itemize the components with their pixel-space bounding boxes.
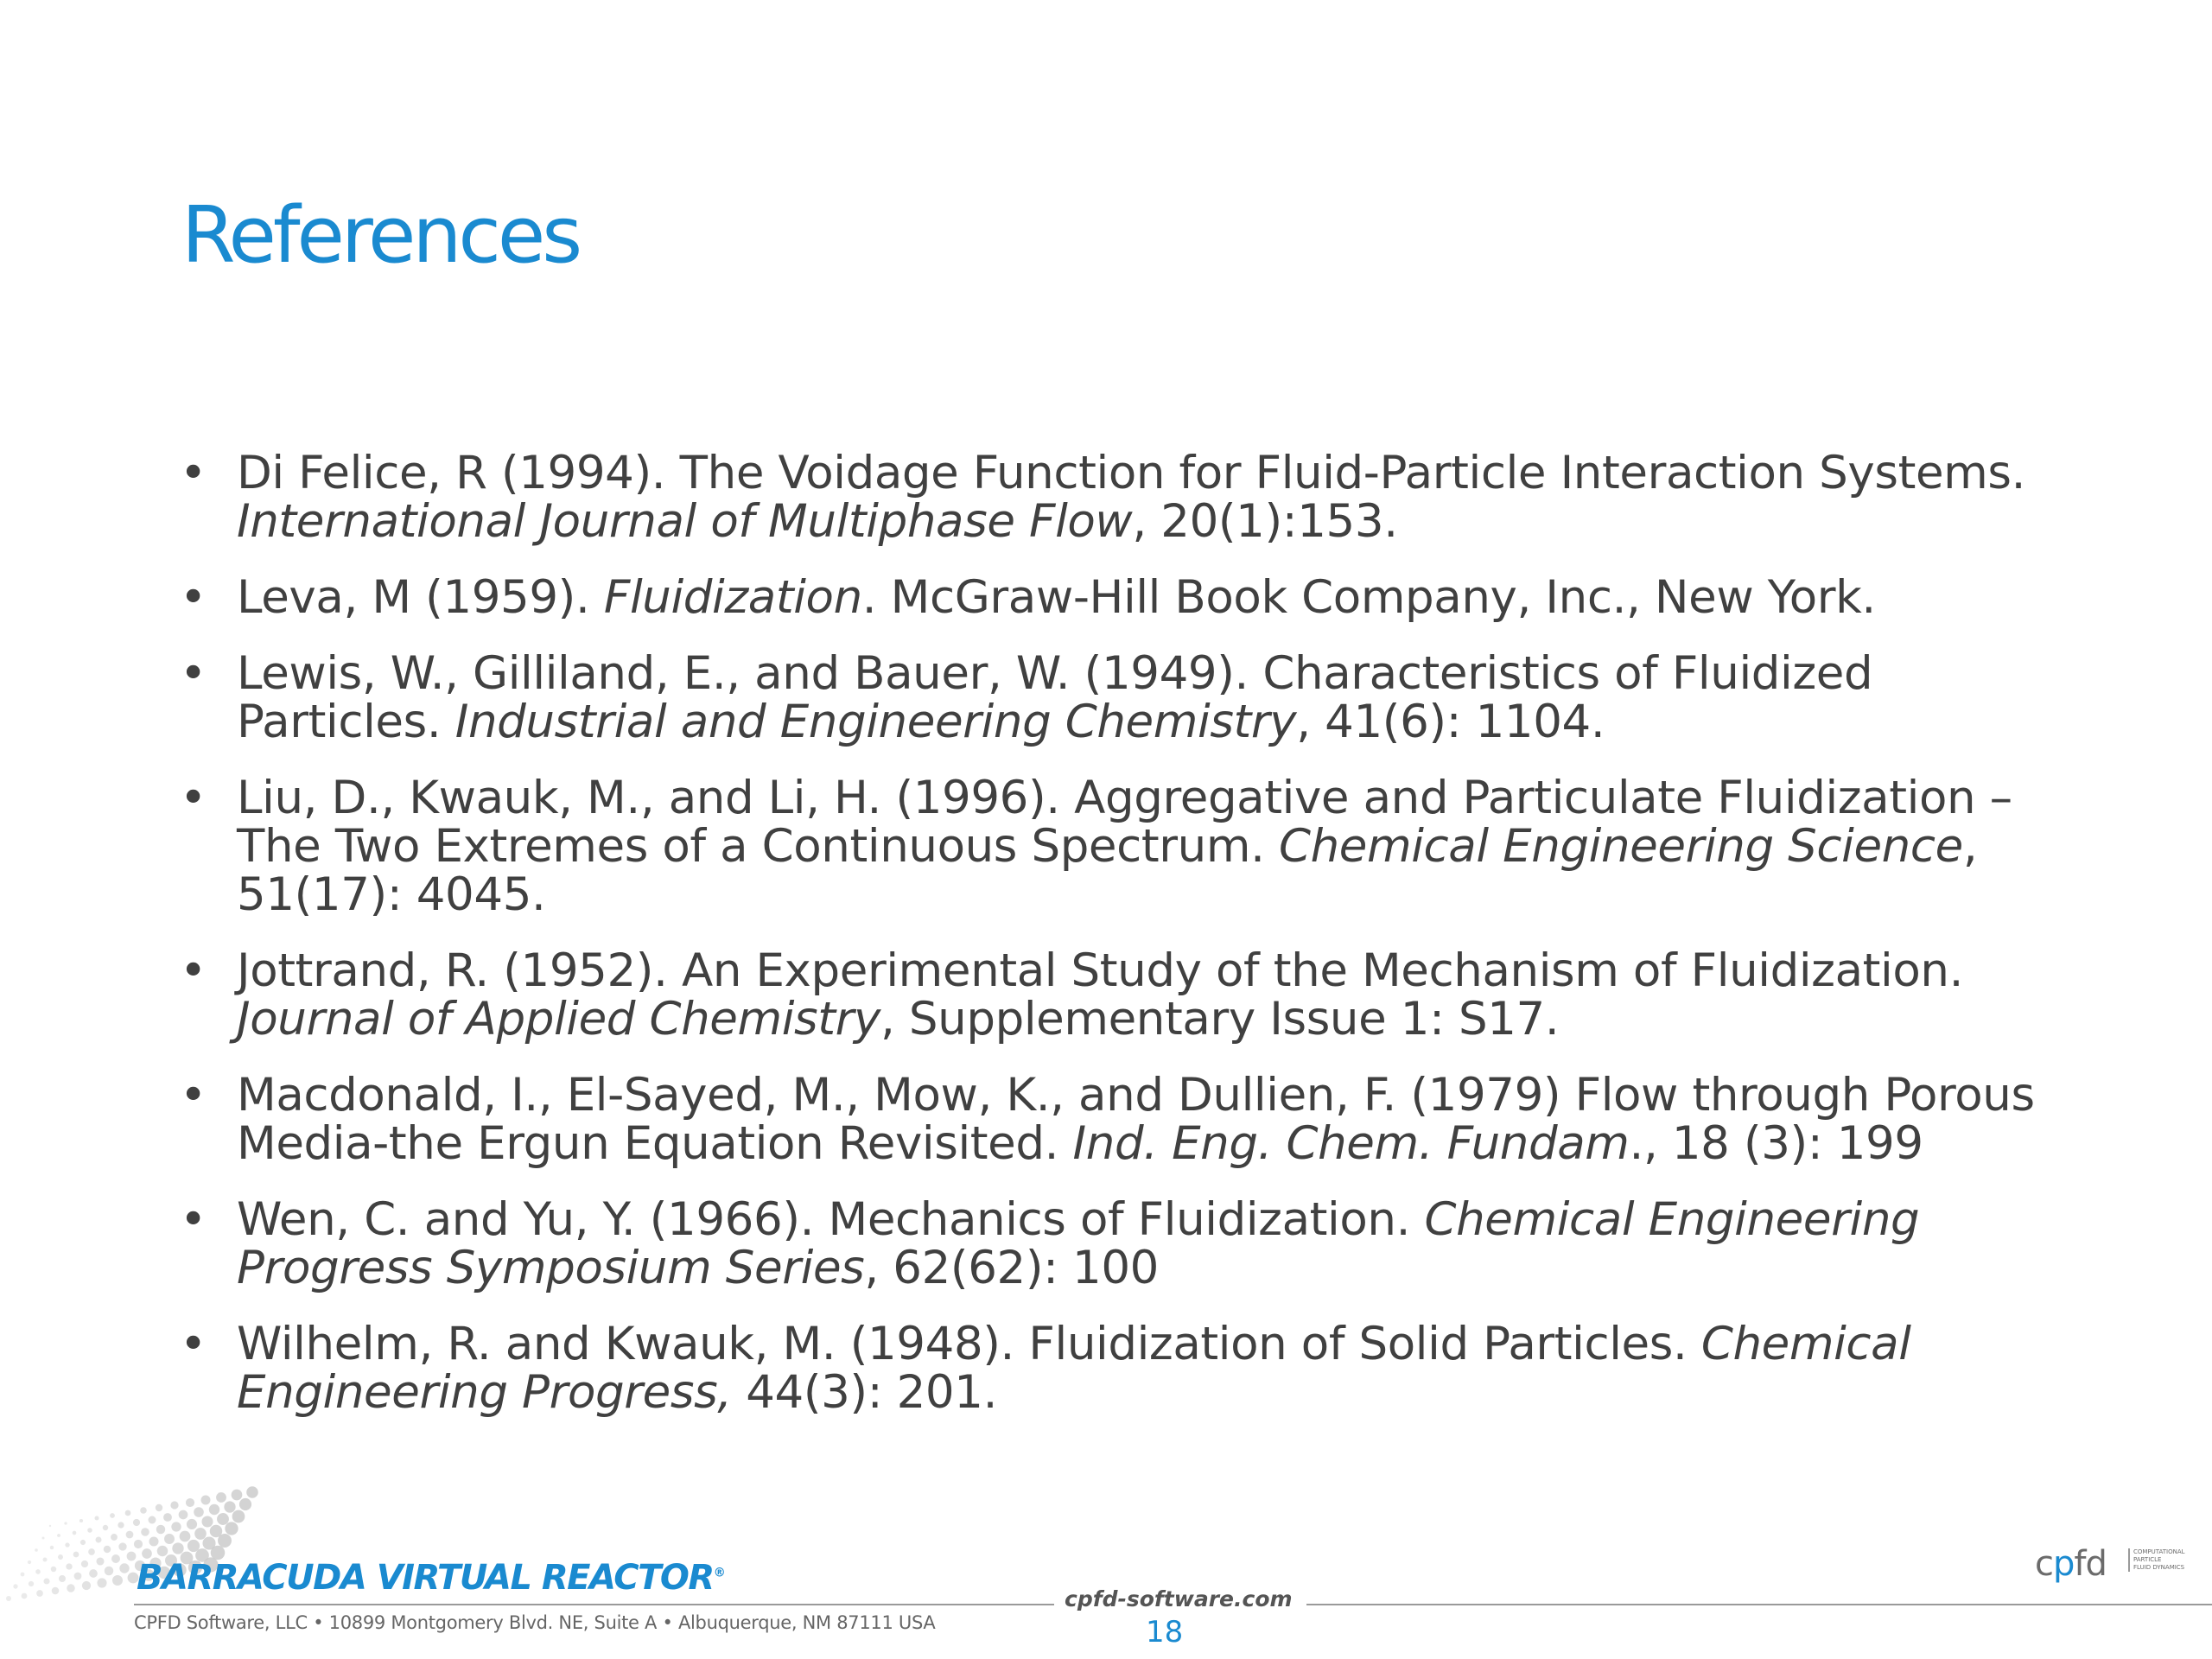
- swoosh-dot: [179, 1510, 188, 1520]
- swoosh-dot: [134, 1540, 143, 1548]
- swoosh-dot: [13, 1584, 17, 1588]
- swoosh-dot: [105, 1567, 114, 1576]
- swoosh-dot: [202, 1536, 215, 1549]
- logo-letter-p: p: [2053, 1544, 2075, 1584]
- tagline-line-1: COMPUTATIONAL: [2133, 1548, 2185, 1555]
- swoosh-dot: [224, 1501, 235, 1512]
- reference-text: Leva, M (1959).: [237, 571, 604, 624]
- tagline-line-2: PARTICLE: [2133, 1556, 2162, 1563]
- swoosh-dot: [141, 1528, 149, 1536]
- swoosh-dot: [172, 1542, 183, 1554]
- swoosh-dot: [246, 1486, 258, 1498]
- swoosh-dot: [110, 1513, 115, 1518]
- swoosh-dot: [29, 1581, 34, 1586]
- swoosh-dot: [186, 1498, 194, 1507]
- company-address: CPFD Software, LLC • 10899 Montgomery Blvd. NE, Suite A • Albuquerque, NM 87111 USA: [134, 1612, 936, 1633]
- swoosh-dot: [133, 1519, 140, 1526]
- swoosh-dot: [149, 1516, 156, 1524]
- reference-item: [173, 1320, 2048, 1417]
- swoosh-dot: [103, 1525, 108, 1530]
- reference-text: , 51(17): 4045.: [237, 820, 1978, 921]
- reference-item: [173, 571, 2048, 624]
- website-link[interactable]: cpfd-software.com: [1065, 1586, 1293, 1611]
- swoosh-dot: [111, 1534, 118, 1541]
- reference-text: , 41(6): 1104.: [1296, 696, 1605, 748]
- swoosh-dot: [188, 1540, 200, 1552]
- swoosh-dot: [80, 1540, 86, 1545]
- swoosh-dot: [35, 1548, 38, 1552]
- bullet-icon: •: [180, 447, 207, 499]
- swoosh-dot: [49, 1525, 51, 1527]
- reference-text: Lewis, W., Gilliland, E., and Bauer, W. (1949). Characteristics of Fluidized Particles.: [237, 647, 1873, 748]
- swoosh-dot: [59, 1575, 66, 1582]
- swoosh-dot: [6, 1596, 11, 1601]
- swoosh-dot: [225, 1522, 238, 1535]
- reference-source: Chemical Engineering Progress Symposium Series: [237, 1193, 1920, 1294]
- swoosh-dot: [95, 1536, 101, 1542]
- swoosh-dot: [201, 1516, 213, 1527]
- swoosh-dot: [180, 1531, 191, 1542]
- reference-text: 44(3): 201.: [731, 1366, 998, 1419]
- reference-text: Liu, D., Kwauk, M., and Li, H. (1996). Aggregative and Particulate Fluidization – The Two Extremes of a Continuous Spectrum.: [237, 772, 2012, 873]
- swoosh-dot: [232, 1510, 245, 1523]
- swoosh-dot: [57, 1534, 60, 1537]
- registered-mark: ®: [713, 1566, 725, 1580]
- swoosh-dot: [87, 1528, 92, 1533]
- swoosh-dot: [96, 1557, 104, 1565]
- swoosh-dot: [64, 1522, 67, 1524]
- swoosh-dot: [164, 1534, 175, 1544]
- swoosh-dot: [187, 1519, 197, 1529]
- swoosh-dot: [118, 1542, 126, 1550]
- swoosh-dot: [50, 1546, 54, 1549]
- swoosh-dot: [65, 1542, 69, 1547]
- swoosh-dot: [88, 1548, 95, 1555]
- reference-source: Industrial and Engineering Chemistry: [454, 696, 1297, 748]
- logo-letter-c: c: [2035, 1544, 2053, 1584]
- swoosh-dot: [22, 1593, 28, 1599]
- brand-name: [137, 1558, 725, 1598]
- swoosh-dot: [126, 1531, 134, 1539]
- swoosh-dot: [194, 1507, 204, 1517]
- swoosh-dot: [82, 1581, 91, 1590]
- reference-text: . McGraw-Hill Book Company, Inc., New York.: [861, 571, 1876, 624]
- footer-rule-left: [134, 1604, 1054, 1605]
- swoosh-dot: [149, 1536, 158, 1546]
- swoosh-dot: [97, 1578, 106, 1587]
- swoosh-dot: [127, 1552, 137, 1561]
- swoosh-dot: [140, 1507, 147, 1514]
- swoosh-dot: [125, 1510, 131, 1516]
- swoosh-dot: [66, 1563, 72, 1569]
- reference-item: [173, 449, 2048, 546]
- swoosh-dot: [36, 1590, 43, 1597]
- reference-list: [173, 449, 2048, 1445]
- swoosh-dot: [79, 1519, 83, 1522]
- swoosh-dot: [239, 1498, 251, 1510]
- bullet-icon: •: [180, 647, 207, 700]
- cpfd-logo: [2035, 1544, 2208, 1590]
- swoosh-dot: [217, 1513, 229, 1525]
- bullet-icon: •: [180, 1318, 207, 1370]
- reference-text: , 62(62): 100: [864, 1242, 1159, 1294]
- footer-rule-right: [1306, 1604, 2212, 1605]
- swoosh-dot: [111, 1554, 120, 1563]
- swoosh-dot: [42, 1537, 45, 1540]
- swoosh-dot: [73, 1552, 79, 1558]
- swoosh-dot: [119, 1563, 129, 1573]
- swoosh-dot: [89, 1569, 98, 1578]
- reference-text: Macdonald, I., El-Sayed, M., Mow, K., and Dullien, F. (1979) Flow through Porous Media-the Ergun Equation Revisited.: [237, 1069, 2035, 1170]
- page-number: 18: [1146, 1615, 1184, 1649]
- bullet-icon: •: [180, 772, 207, 824]
- tagline-line-3: FLUID DYNAMICS: [2133, 1564, 2185, 1571]
- cpfd-logo-tagline: [2128, 1548, 2185, 1572]
- swoosh-dot: [52, 1587, 60, 1595]
- reference-source: International Journal of Multiphase Flow: [237, 495, 1133, 548]
- reference-text: ., 18 (3): 199: [1629, 1117, 1923, 1170]
- swoosh-dot: [42, 1557, 47, 1561]
- reference-source: Journal of Applied Chemistry: [237, 993, 881, 1046]
- swoosh-dot: [51, 1567, 57, 1573]
- reference-text: Wilhelm, R. and Kwauk, M. (1948). Fluidization of Solid Particles.: [237, 1318, 1701, 1370]
- reference-source: Chemical Engineering Science: [1278, 820, 1963, 873]
- bullet-icon: •: [180, 571, 207, 624]
- swoosh-dot: [209, 1504, 219, 1515]
- swoosh-dot: [157, 1546, 168, 1557]
- reference-item: [173, 1193, 2048, 1294]
- swoosh-dot: [104, 1546, 111, 1553]
- swoosh-dot: [171, 1522, 181, 1531]
- swoosh-dot: [232, 1490, 243, 1501]
- swoosh-dot: [95, 1516, 99, 1521]
- swoosh-dot: [201, 1496, 211, 1505]
- reference-item: [173, 647, 2048, 748]
- swoosh-dot: [210, 1525, 222, 1537]
- cpfd-logo-word: [2035, 1544, 2107, 1584]
- reference-text: , 20(1):153.: [1132, 495, 1398, 548]
- bullet-icon: •: [180, 1193, 207, 1246]
- reference-item: [173, 774, 2048, 919]
- swoosh-dot: [43, 1578, 49, 1584]
- swoosh-dot: [81, 1560, 88, 1567]
- swoosh-dot: [21, 1573, 25, 1577]
- reference-text: , Supplementary Issue 1: S17.: [880, 993, 1560, 1046]
- reference-item: [173, 1071, 2048, 1168]
- bullet-icon: •: [180, 1069, 207, 1122]
- reference-source: Fluidization: [603, 571, 862, 624]
- reference-item: [173, 944, 2048, 1046]
- swoosh-dot: [170, 1501, 178, 1509]
- swoosh-dot: [118, 1522, 124, 1528]
- swoosh-dot: [58, 1554, 63, 1560]
- swoosh-dot: [163, 1513, 172, 1522]
- swoosh-dot: [216, 1492, 226, 1503]
- reference-source: Ind. Eng. Chem. Fundam: [1072, 1117, 1630, 1170]
- swoosh-dot: [67, 1584, 74, 1592]
- logo-letters-fd: fd: [2074, 1544, 2107, 1584]
- brand-name-text: BARRACUDA VIRTUAL REACTOR: [137, 1558, 714, 1598]
- swoosh-dot: [194, 1528, 207, 1540]
- slide-title: References: [181, 190, 580, 281]
- swoosh-dot: [74, 1573, 82, 1580]
- reference-text: Jottrand, R. (1952). An Experimental Study of the Mechanism of Fluidization.: [237, 944, 1964, 997]
- swoosh-dot: [156, 1504, 162, 1511]
- reference-source: Chemical Engineering Progress,: [237, 1318, 1911, 1419]
- swoosh-dot: [35, 1569, 41, 1574]
- swoosh-dot: [112, 1575, 123, 1586]
- bullet-icon: •: [180, 944, 207, 997]
- swoosh-dot: [156, 1525, 165, 1534]
- reference-text: Di Felice, R (1994). The Voidage Function for Fluid-Particle Interaction Systems.: [237, 447, 2026, 499]
- reference-text: Wen, C. and Yu, Y. (1966). Mechanics of Fluidization.: [237, 1193, 1425, 1246]
- swoosh-dot: [73, 1531, 77, 1535]
- swoosh-dot: [28, 1560, 31, 1564]
